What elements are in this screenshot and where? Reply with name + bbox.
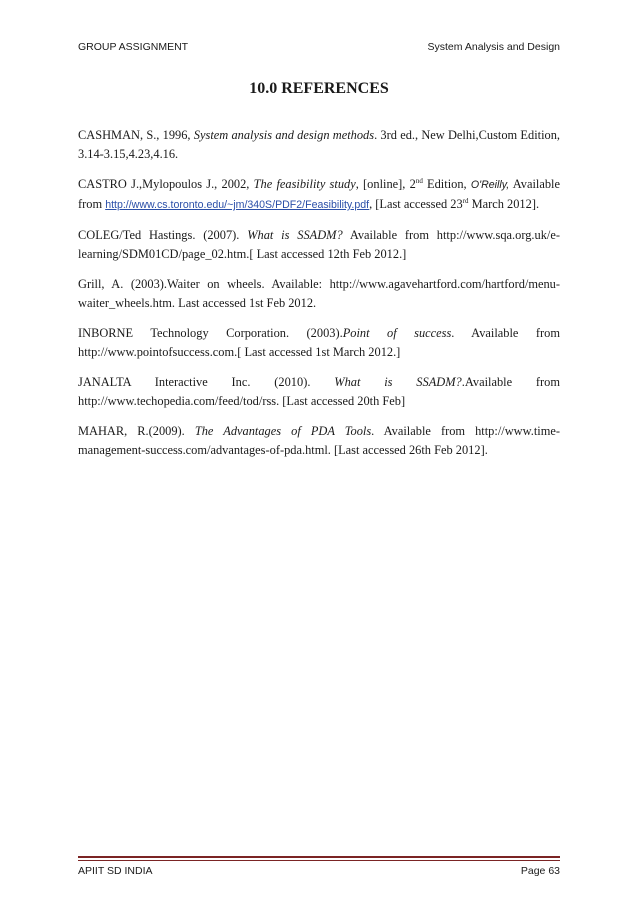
reference-text: INBORNE Technology Corporation. (2003).: [78, 326, 343, 340]
reference-list: [78, 126, 560, 471]
reference-text: . Available from http://www.pointofsuccess.com.[ Last accessed 1st March 2012.]: [78, 326, 560, 359]
reference-title: What is SSADM?: [334, 375, 462, 389]
reference-inborne: [78, 324, 560, 362]
reference-grill: [78, 275, 560, 313]
reference-text: Edition,: [422, 177, 471, 191]
footer-left-text: APIIT SD INDIA: [78, 865, 153, 877]
page-footer: [78, 865, 560, 879]
footer-rule: [78, 856, 560, 858]
reference-title: System analysis and design methods: [193, 128, 375, 142]
reference-title: What is SSADM?: [247, 228, 343, 242]
reference-title: The Advantages of PDA Tools: [194, 424, 372, 438]
reference-text: JANALTA Interactive Inc. (2010).: [78, 375, 335, 389]
reference-text: Available from: [78, 177, 560, 211]
reference-text: CASTRO J.,Mylopoulos J., 2002,: [78, 177, 254, 191]
reference-janalta: [78, 373, 560, 411]
reference-text: . 3rd ed., New Delhi,Custom Edition, 3.14-3.15,4.23,4.16.: [78, 128, 561, 161]
reference-text: Grill, A. (2003).Waiter on wheels. Available: http://www.agavehartford.com/hartford/menu-waiter_wheels.htm. Last accessed 1st Feb 2012.: [78, 277, 560, 310]
reference-text: COLEG/Ted Hastings. (2007).: [78, 228, 248, 242]
reference-text: , [Last accessed 23: [369, 197, 463, 211]
header-left-text: GROUP ASSIGNMENT: [78, 41, 189, 53]
reference-text: .Available from http://www.techopedia.com/feed/tod/rss. [Last accessed 20th Feb]: [78, 375, 560, 408]
reference-title: The feasibility study: [253, 177, 356, 191]
reference-text: , [online], 2: [355, 177, 416, 191]
header-right-text: System Analysis and Design: [427, 41, 560, 53]
reference-title: Point of success: [342, 326, 452, 340]
reference-publisher: O'Reilly,: [470, 179, 510, 191]
reference-text: March 2012].: [468, 197, 540, 211]
reference-mahar: [78, 422, 560, 460]
reference-coleg: [78, 226, 560, 264]
page-header: [78, 41, 560, 55]
reference-castro: [78, 175, 560, 215]
ordinal-superscript: rd: [462, 196, 469, 205]
reference-text: . Available from http://www.time-management-success.com/advantages-of-pda.html. [Last accessed 26th Feb 2012].: [78, 424, 560, 457]
reference-text: CASHMAN, S., 1996,: [78, 128, 194, 142]
ordinal-superscript: nd: [415, 176, 423, 185]
reference-cashman: [78, 126, 560, 164]
footer-rule-thin: [78, 860, 560, 861]
page-number: Page 63: [520, 865, 560, 877]
reference-text: MAHAR, R.(2009).: [78, 424, 195, 438]
reference-text: Available from http://www.sqa.org.uk/e-learning/SDM01CD/page_02.htm.[ Last accessed 12th Feb 2012.]: [78, 228, 560, 261]
reference-link[interactable]: http://www.cs.toronto.edu/~jm/340S/PDF2/Feasibility.pdf: [105, 199, 370, 211]
section-title: 10.0 REFERENCES: [249, 80, 389, 97]
